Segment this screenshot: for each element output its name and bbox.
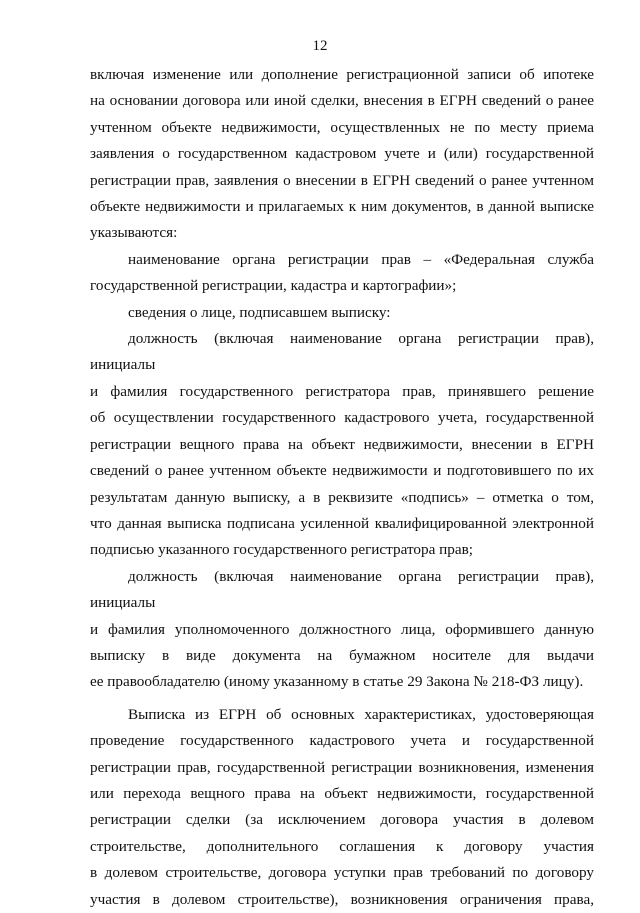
text-line: должность (включая наименование органа регистрации прав), инициалы bbox=[90, 330, 594, 374]
page-number: 12 bbox=[312, 38, 328, 54]
text-line: заявления о государственном кадастровом учете и (или) государственной bbox=[90, 145, 594, 163]
text-line: должность (включая наименование органа регистрации прав), инициалы bbox=[90, 567, 594, 612]
paragraph-registration-authority bbox=[90, 247, 594, 300]
text-line: государственной регистрации, кадастра и картографии»; bbox=[90, 277, 457, 295]
text-line: выписку в виде документа на бумажном носителе для выдачи bbox=[90, 646, 594, 664]
text-line: и фамилия государственного регистратора прав, принявшего решение bbox=[90, 382, 594, 400]
paragraph-extract-main-characteristics bbox=[90, 702, 594, 913]
text-line: проведение государственного кадастрового учета и государственной bbox=[90, 732, 594, 750]
text-line: сведений о ранее учтенном объекте недвижимости и подготовившего по их bbox=[90, 462, 594, 480]
text-line: указываются: bbox=[90, 224, 178, 242]
text-line: учтенном объекте недвижимости, осуществленных не по месту приема bbox=[90, 118, 594, 136]
text-line: об осуществлении государственного кадастрового учета, государственной bbox=[90, 409, 594, 427]
text-line: объекте недвижимости и прилагаемых к ним документов, в данной выписке bbox=[90, 198, 594, 216]
text-line: регистрации прав, заявления о внесении в ЕГРН сведений о ранее учтенном bbox=[90, 171, 594, 189]
text-line: результатам данную выписку, а в реквизите «подпись» – отметка о том, bbox=[90, 488, 594, 506]
paragraph-registrar-position bbox=[90, 326, 594, 564]
text-line: строительстве, дополнительного соглашения к договору участия bbox=[90, 837, 594, 855]
text-line: что данная выписка подписана усиленной квалифицированной электронной bbox=[90, 514, 594, 532]
text-line: ее правообладателю (иному указанному в статье 29 Закона № 218-ФЗ лицу). bbox=[90, 673, 584, 691]
paragraph-continuation bbox=[90, 62, 594, 247]
text-line: наименование органа регистрации прав – «Федеральная служба bbox=[128, 250, 594, 268]
text-line: и фамилия уполномоченного должностного лица, оформившего данную bbox=[90, 620, 594, 638]
text-line: Выписка из ЕГРН об основных характеристиках, удостоверяющая bbox=[128, 705, 594, 723]
paragraph-signer-info bbox=[90, 300, 594, 326]
text-line: регистрации прав, государственной регистрации возникновения, изменения bbox=[90, 758, 594, 776]
text-line: включая изменение или дополнение регистрационной записи об ипотеке bbox=[90, 66, 594, 83]
text-line: на основании договора или иной сделки, внесения в ЕГРН сведений о ранее bbox=[90, 92, 594, 110]
text-line: или перехода вещного права на объект недвижимости, государственной bbox=[90, 784, 594, 802]
text-line: подписью указанного государственного регистратора прав; bbox=[90, 541, 473, 559]
text-line: в долевом строительстве, договора уступки прав требований по договору bbox=[90, 864, 594, 882]
document-body bbox=[90, 62, 594, 913]
text-line: регистрации сделки (за исключением договора участия в долевом bbox=[90, 811, 594, 829]
text-line: участия в долевом строительстве), возникновения ограничения права, bbox=[90, 890, 594, 908]
text-line: регистрации вещного права на объект недвижимости, внесении в ЕГРН bbox=[90, 435, 594, 453]
paragraph-official-position bbox=[90, 564, 594, 696]
text-line: сведения о лице, подписавшем выписку: bbox=[128, 303, 391, 321]
